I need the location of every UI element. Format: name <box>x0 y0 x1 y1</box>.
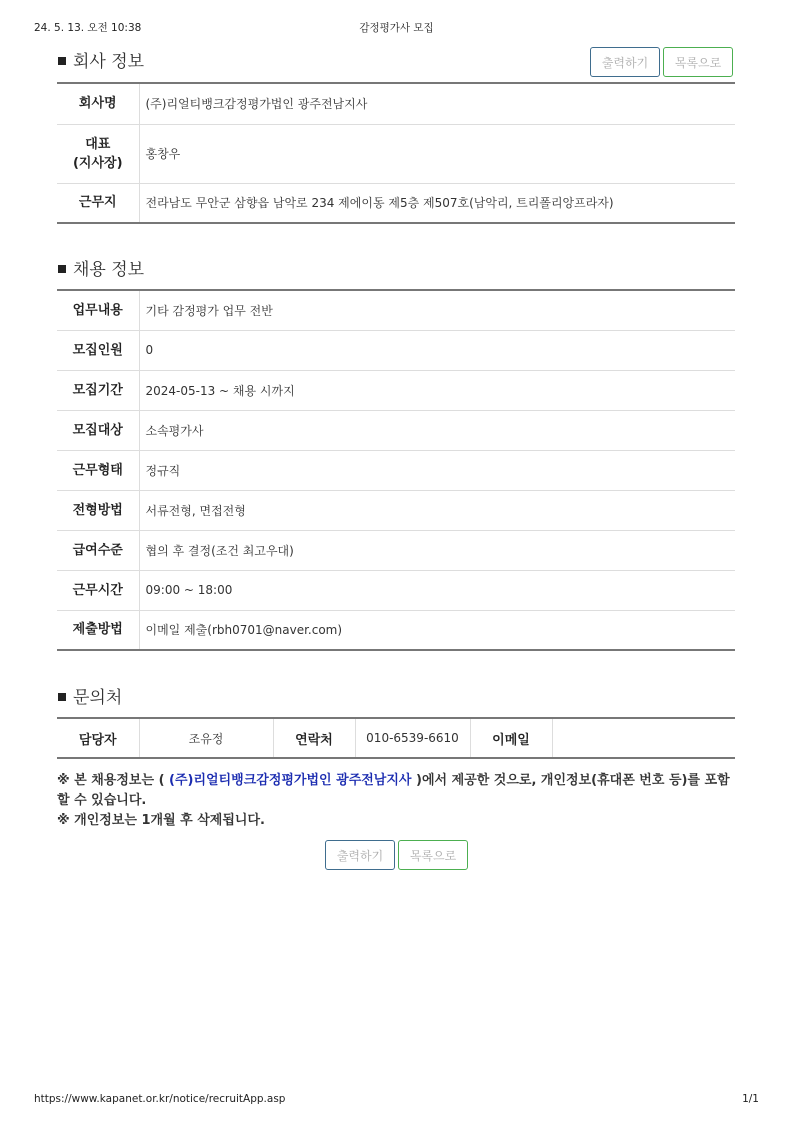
notice-line-2: ※ 개인정보는 1개월 후 삭제됩니다. <box>57 813 265 828</box>
recruit-section-title: 채용 정보 <box>58 255 144 280</box>
table-row <box>57 183 735 223</box>
row-label: 대표 (지사장) <box>57 124 139 183</box>
phone-label: 연락처 <box>273 718 355 758</box>
contact-section-title: 문의처 <box>58 683 122 708</box>
table-row <box>57 718 735 758</box>
table-row: 근무형태 정규직 <box>57 450 735 490</box>
print-page-number: 1/1 <box>742 1093 759 1105</box>
company-name-value: (주)리얼티뱅크감정평가법인 광주전남지사 <box>139 83 735 124</box>
print-button-bottom[interactable]: 출력하기 <box>325 840 395 870</box>
recruit-info-table <box>57 289 735 651</box>
notice-company-name: (주)리얼티뱅크감정평가법인 광주전남지사 <box>169 773 412 788</box>
row-label: 회사명 <box>57 83 139 124</box>
row-label: 근무지 <box>57 183 139 223</box>
print-datetime: 24. 5. 13. 오전 10:38 <box>34 22 142 34</box>
company-section-title: 회사 정보 <box>58 47 144 72</box>
phone-value: 010-6539-6610 <box>355 718 470 758</box>
bullet-square-icon <box>58 265 66 273</box>
bullet-square-icon <box>58 693 66 701</box>
print-page-title: 감정평가사 모집 <box>359 22 434 34</box>
submission-method-value: 이메일 제출(rbh0701@naver.com) <box>145 623 343 638</box>
list-button-bottom[interactable]: 목록으로 <box>398 840 468 870</box>
print-url: https://www.kapanet.or.kr/notice/recruitApp.asp <box>34 1093 286 1105</box>
table-row: 전형방법 서류전형, 면접전형 <box>57 490 735 530</box>
representative-value: 홍창우 <box>139 124 735 183</box>
print-header <box>34 20 759 36</box>
table-row: 근무시간 09:00 ~ 18:00 <box>57 570 735 610</box>
print-footer <box>34 1093 759 1109</box>
workplace-value: 전라남도 무안군 삼향읍 남악로 234 제에이동 제5층 제507호(남악리, 트리폴리앙프라자) <box>145 196 614 211</box>
contact-table <box>57 717 735 759</box>
table-row: 모집기간 2024-05-13 ~ 채용 시까지 <box>57 370 735 410</box>
email-value <box>552 718 735 758</box>
table-row <box>57 83 735 124</box>
company-info-table <box>57 82 735 224</box>
table-row: 모집인원 0 <box>57 330 735 370</box>
print-button-top[interactable]: 출력하기 <box>590 47 660 77</box>
notice-text <box>57 771 742 831</box>
list-button-top[interactable]: 목록으로 <box>663 47 733 77</box>
manager-label: 담당자 <box>57 718 139 758</box>
table-row: 업무내용 기타 감정평가 업무 전반 <box>57 290 735 330</box>
table-row <box>57 124 735 183</box>
email-label: 이메일 <box>470 718 552 758</box>
manager-value: 조유정 <box>139 718 273 758</box>
notice-line-1: ※ 본 채용정보는 ( (주)리얼티뱅크감정평가법인 광주전남지사 )에서 제공한 것으로, 개인정보(휴대폰 번호 등)를 포함할 수 있습니다. <box>57 773 730 808</box>
table-row: 모집대상 소속평가사 <box>57 410 735 450</box>
table-row: 제출방법 이메일 제출(rbh0701@naver.com) <box>57 610 735 650</box>
bullet-square-icon <box>58 57 66 65</box>
table-row: 급여수준 협의 후 결정(조건 최고우대) <box>57 530 735 570</box>
